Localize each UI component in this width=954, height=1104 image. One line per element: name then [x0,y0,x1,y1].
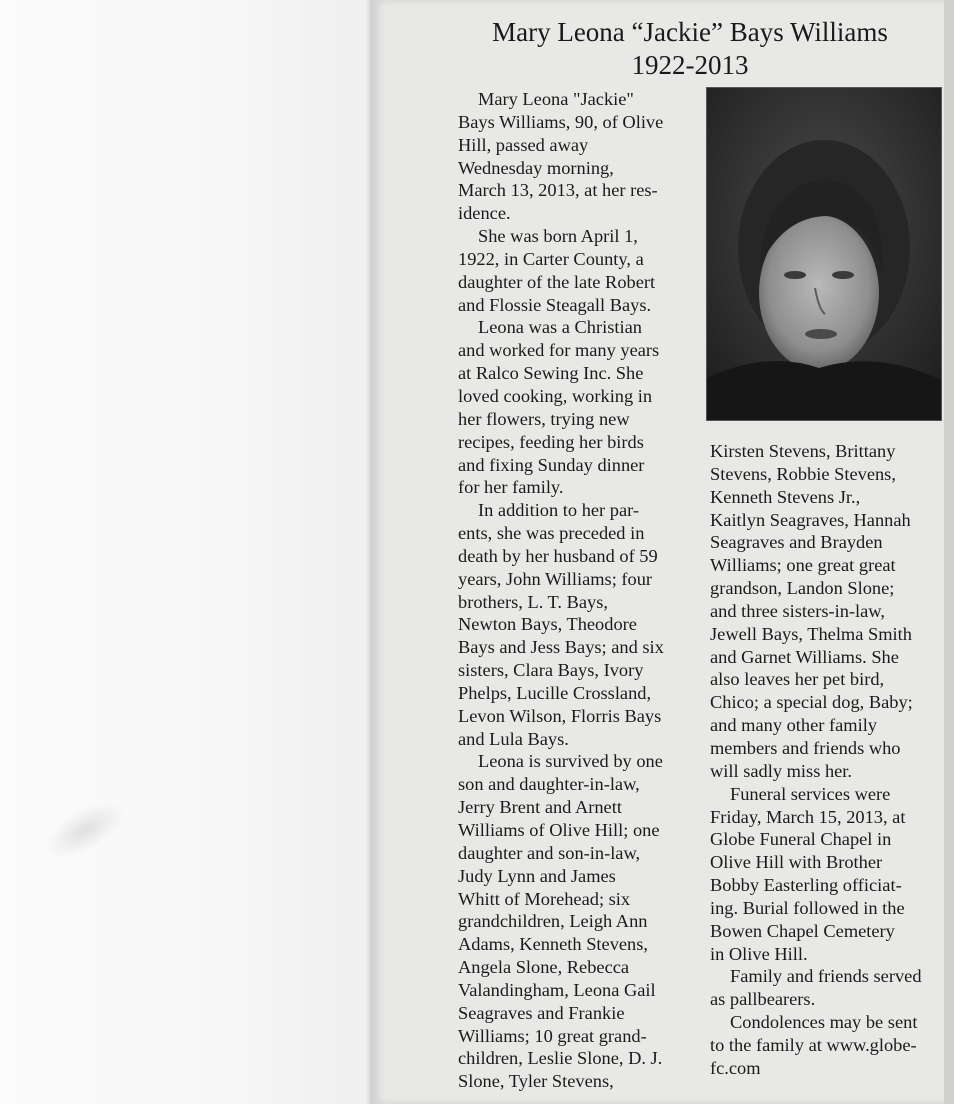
body-text-line: death by her husband of 59 [458,545,658,566]
obituary-headline [440,16,940,82]
body-text-line: at Ralco Sewing Inc. She [458,363,644,384]
body-text-line: daughter of the late Robert [458,271,656,292]
body-text-line: children, Leslie Slone, D. J. [458,1048,663,1069]
body-text-line: Williams; one great great [710,555,896,576]
body-text-line: Olive Hill with Brother [710,852,883,873]
body-text-line: grandson, Landon Slone; [710,578,895,599]
body-text-line: in Olive Hill. [710,943,808,964]
body-text-line: to the family at www.globe- [710,1034,917,1055]
body-text-line: Friday, March 15, 2013, at [710,806,906,827]
body-text-line: In addition to her par- [478,500,640,521]
body-text-line: Stevens, Robbie Stevens, [710,463,896,484]
body-text-line: Williams of Olive Hill; one [458,820,660,840]
body-text-line: and fixing Sunday dinner [458,454,645,475]
body-text-line: 1922, in Carter County, a [458,248,644,269]
body-text-line: Angela Slone, Rebecca [458,957,630,978]
body-text-line: Condolences may be sent [730,1012,918,1033]
body-text-line: brothers, L. T. Bays, [458,591,608,612]
body-text-line: idence. [458,203,511,224]
body-text-line: Kaitlyn Seagraves, Hannah [710,509,911,530]
body-text-line: Chico; a special dog, Baby; [710,692,913,713]
obituary-right-column [710,440,950,1080]
body-text-line: Phelps, Lucille Crossland, [458,682,652,703]
body-text-line: Wednesday morning, [458,157,614,178]
body-text-line: ents, she was preceded in [458,523,645,544]
body-text-line: will sadly miss her. [710,760,853,781]
portrait-photo [706,87,942,421]
body-text-line: Hill, passed away [458,134,589,155]
body-text-line: and Garnet Williams. She [710,646,899,667]
portrait-image [707,88,941,420]
body-text-line: sisters, Clara Bays, Ivory [458,660,644,681]
body-text-line: Whitt of Morehead; six [458,888,631,909]
body-text-line: and Flossie Steagall Bays. [458,294,652,315]
body-text-line: also leaves her pet bird, [710,669,885,690]
body-text-line: years, John Williams; four [458,568,653,589]
body-text-line: Adams, Kenneth Stevens, [458,934,649,955]
body-text-line: fc.com [710,1057,761,1078]
body-text-line: as pallbearers. [710,989,816,1010]
body-text-line: Kirsten Stevens, Brittany [710,441,896,461]
body-text-line: Bays Williams, 90, of Olive [458,111,664,132]
body-text-line: March 13, 2013, at her res- [458,180,658,201]
body-text-line: Leona is survived by one [478,751,663,772]
body-text-line: Valandingham, Leona Gail [458,979,656,1000]
body-text-line: and many other family [710,715,877,736]
body-text-line: daughter and son-in-law, [458,842,641,863]
body-text-line: Slone, Tyler Stevens, [458,1071,614,1092]
body-text-line: Seagraves and Brayden [710,532,883,553]
body-text-line: Family and friends served [730,966,922,987]
body-text-line: and three sisters-in-law, [710,600,885,621]
headline-years: 1922-2013 [631,50,749,80]
body-text-line: members and friends who [710,737,901,758]
body-text-line: Williams; 10 great grand- [458,1025,647,1046]
body-text-line: She was born April 1, [478,226,638,247]
body-text-line: and worked for many years [458,340,660,361]
obituary-left-column [458,88,698,1093]
body-text-line: Levon Wilson, Florris Bays [458,705,662,726]
body-text-line: her flowers, trying new [458,408,630,429]
scan-smudge [36,790,134,870]
body-text-line: Kenneth Stevens Jr., [710,486,861,507]
body-text-line: Bobby Easterling officiat- [710,875,902,896]
scanner-background [0,0,372,1104]
body-text-line: loved cooking, working in [458,385,653,406]
body-text-line: Jerry Brent and Arnett [458,797,622,818]
body-text-line: and Lula Bays. [458,728,569,749]
headline-name: Mary Leona “Jackie” Bays Williams [492,17,888,47]
body-text-line: Newton Bays, Theodore [458,614,637,635]
body-text-line: Mary Leona "Jackie" [478,89,634,109]
body-text-line: Bowen Chapel Cemetery [710,920,895,941]
body-text-line: Seagraves and Frankie [458,1002,625,1023]
body-text-line: grandchildren, Leigh Ann [458,911,648,932]
body-text-line: Globe Funeral Chapel in [710,829,892,850]
body-text-line: Bays and Jess Bays; and six [458,637,664,658]
body-text-line: Jewell Bays, Thelma Smith [710,623,912,644]
body-text-line: ing. Burial followed in the [710,897,905,918]
body-text-line: recipes, feeding her birds [458,431,644,452]
body-text-line: Judy Lynn and James [458,865,616,886]
body-text-line: Leona was a Christian [478,317,642,338]
body-text-line: Funeral services were [730,783,891,804]
body-text-line: for her family. [458,477,564,498]
body-text-line: son and daughter-in-law, [458,774,640,795]
